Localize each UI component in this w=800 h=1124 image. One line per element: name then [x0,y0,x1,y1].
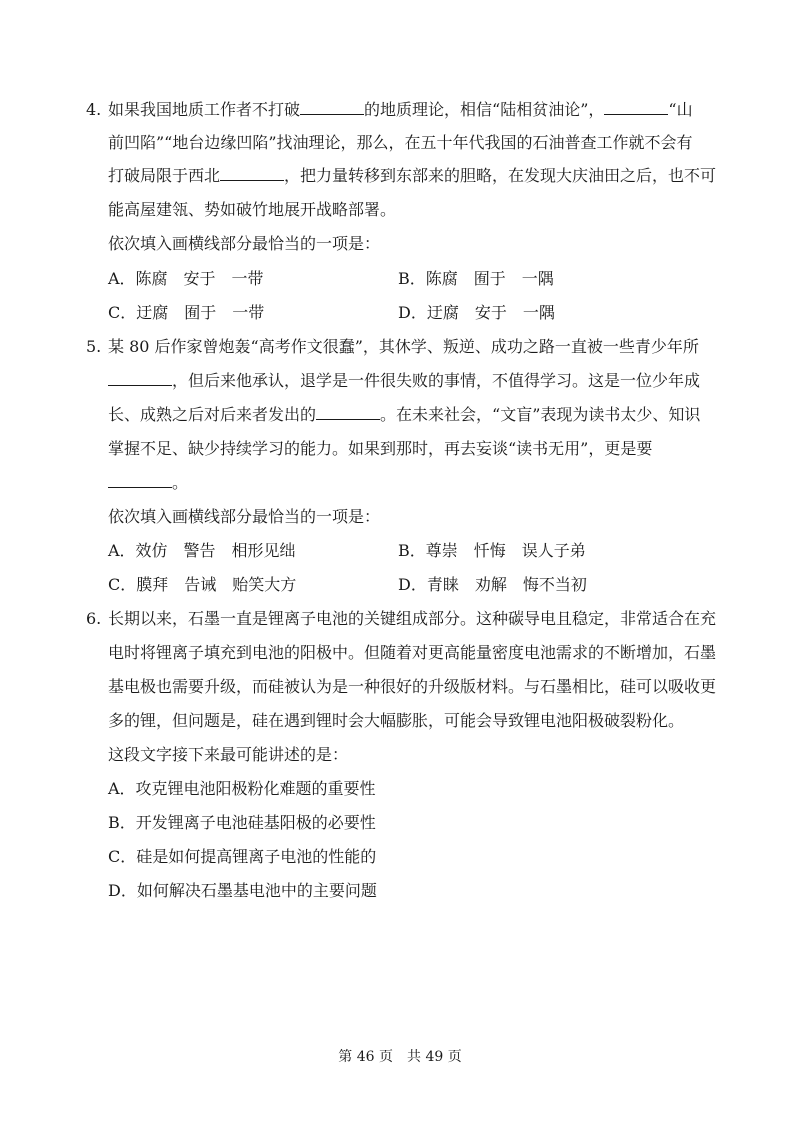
option-d: D．迂腐 安于 一隅 [398,303,555,322]
question-line: 掌握不足、缺少持续学习的能力。如果到那时，再去妄谈“读书无用”，更是要 [108,439,653,458]
option-d: D．如何解决石墨基电池中的主要问题 [108,881,377,900]
option-a: A．攻克锂电池阳极粉化难题的重要性 [108,779,376,798]
question-line: 6. 长期以来，石墨一直是锂离子电池的关键组成部分。这种碳导电且稳定，非常适合在充 [86,602,776,635]
question-line: 长、成熟之后对后来者发出的 。在未来社会，“文盲”表现为读书太少、知识 [108,405,701,424]
answer-blank [108,371,172,386]
question-number: 5. [86,337,102,356]
answer-blank [604,100,668,115]
question-line: 前凹陷”“地台边缘凹陷”找油理论，那么，在五十年代我国的石油普查工作就不会有 [108,133,693,152]
question-instruction: 依次填入画横线部分最恰当的一项是： [108,507,381,526]
option-c: C．硅是如何提高锂离子电池的性能的 [108,847,377,866]
option-b: B．陈腐 囿于 一隅 [398,269,554,288]
question-line: 。 [108,466,798,499]
option-a: A．效仿 警告 相形见绌 [108,541,296,560]
question-line: 电时将锂离子填充到电池的阳极中。但随着对更高能量密度电池需求的不断增加，石墨 [108,643,717,662]
question-line: 5. 某 80 后作家曾炮轰“高考作文很蠢”，其休学、叛逆、成功之路一直被一些青少年所 [86,330,776,363]
question-line: 能高屋建瓴、势如破竹地展开战略部署。 [108,200,397,219]
question-line: 基电极也需要升级，而硅被认为是一种很好的升级版材料。与石墨相比，硅可以吸收更 [108,677,717,696]
answer-blank [220,166,284,181]
option-b: B．尊崇 忏悔 误人子弟 [398,541,586,560]
option-d: D．青睐 劝解 悔不当初 [398,575,587,594]
question-number: 4. [86,100,102,119]
answer-blank [300,100,364,115]
question-instruction: 依次填入画横线部分最恰当的一项是： [108,234,381,253]
option-b: B．开发锂离子电池硅基阳极的必要性 [108,813,376,832]
answer-blank [108,473,172,488]
option-a: A．陈腐 安于 一带 [108,269,264,288]
answer-blank [316,405,380,420]
question-instruction: 这段文字接下来最可能讲述的是： [108,745,349,764]
question-line: 多的锂，但问题是，硅在遇到锂时会大幅膨胀，可能会导致锂电池阳极破裂粉化。 [108,711,685,730]
option-c: C．迂腐 囿于 一带 [108,303,265,322]
question-number: 6. [86,609,102,628]
question-line: 4. 如果我国地质工作者不打破 的地质理论，相信“陆相贫油论”， “山 [86,93,776,126]
page-footer: 第 46 页 共 49 页 [338,1049,462,1065]
question-line: ，但后来他承认，退学是一件很失败的事情，不值得学习。这是一位少年成 [108,364,798,397]
question-line: 打破局限于西北 ，把力量转移到东部来的胆略，在发现大庆油田之后，也不可 [108,166,717,185]
option-c: C．膜拜 告诫 贻笑大方 [108,575,297,594]
